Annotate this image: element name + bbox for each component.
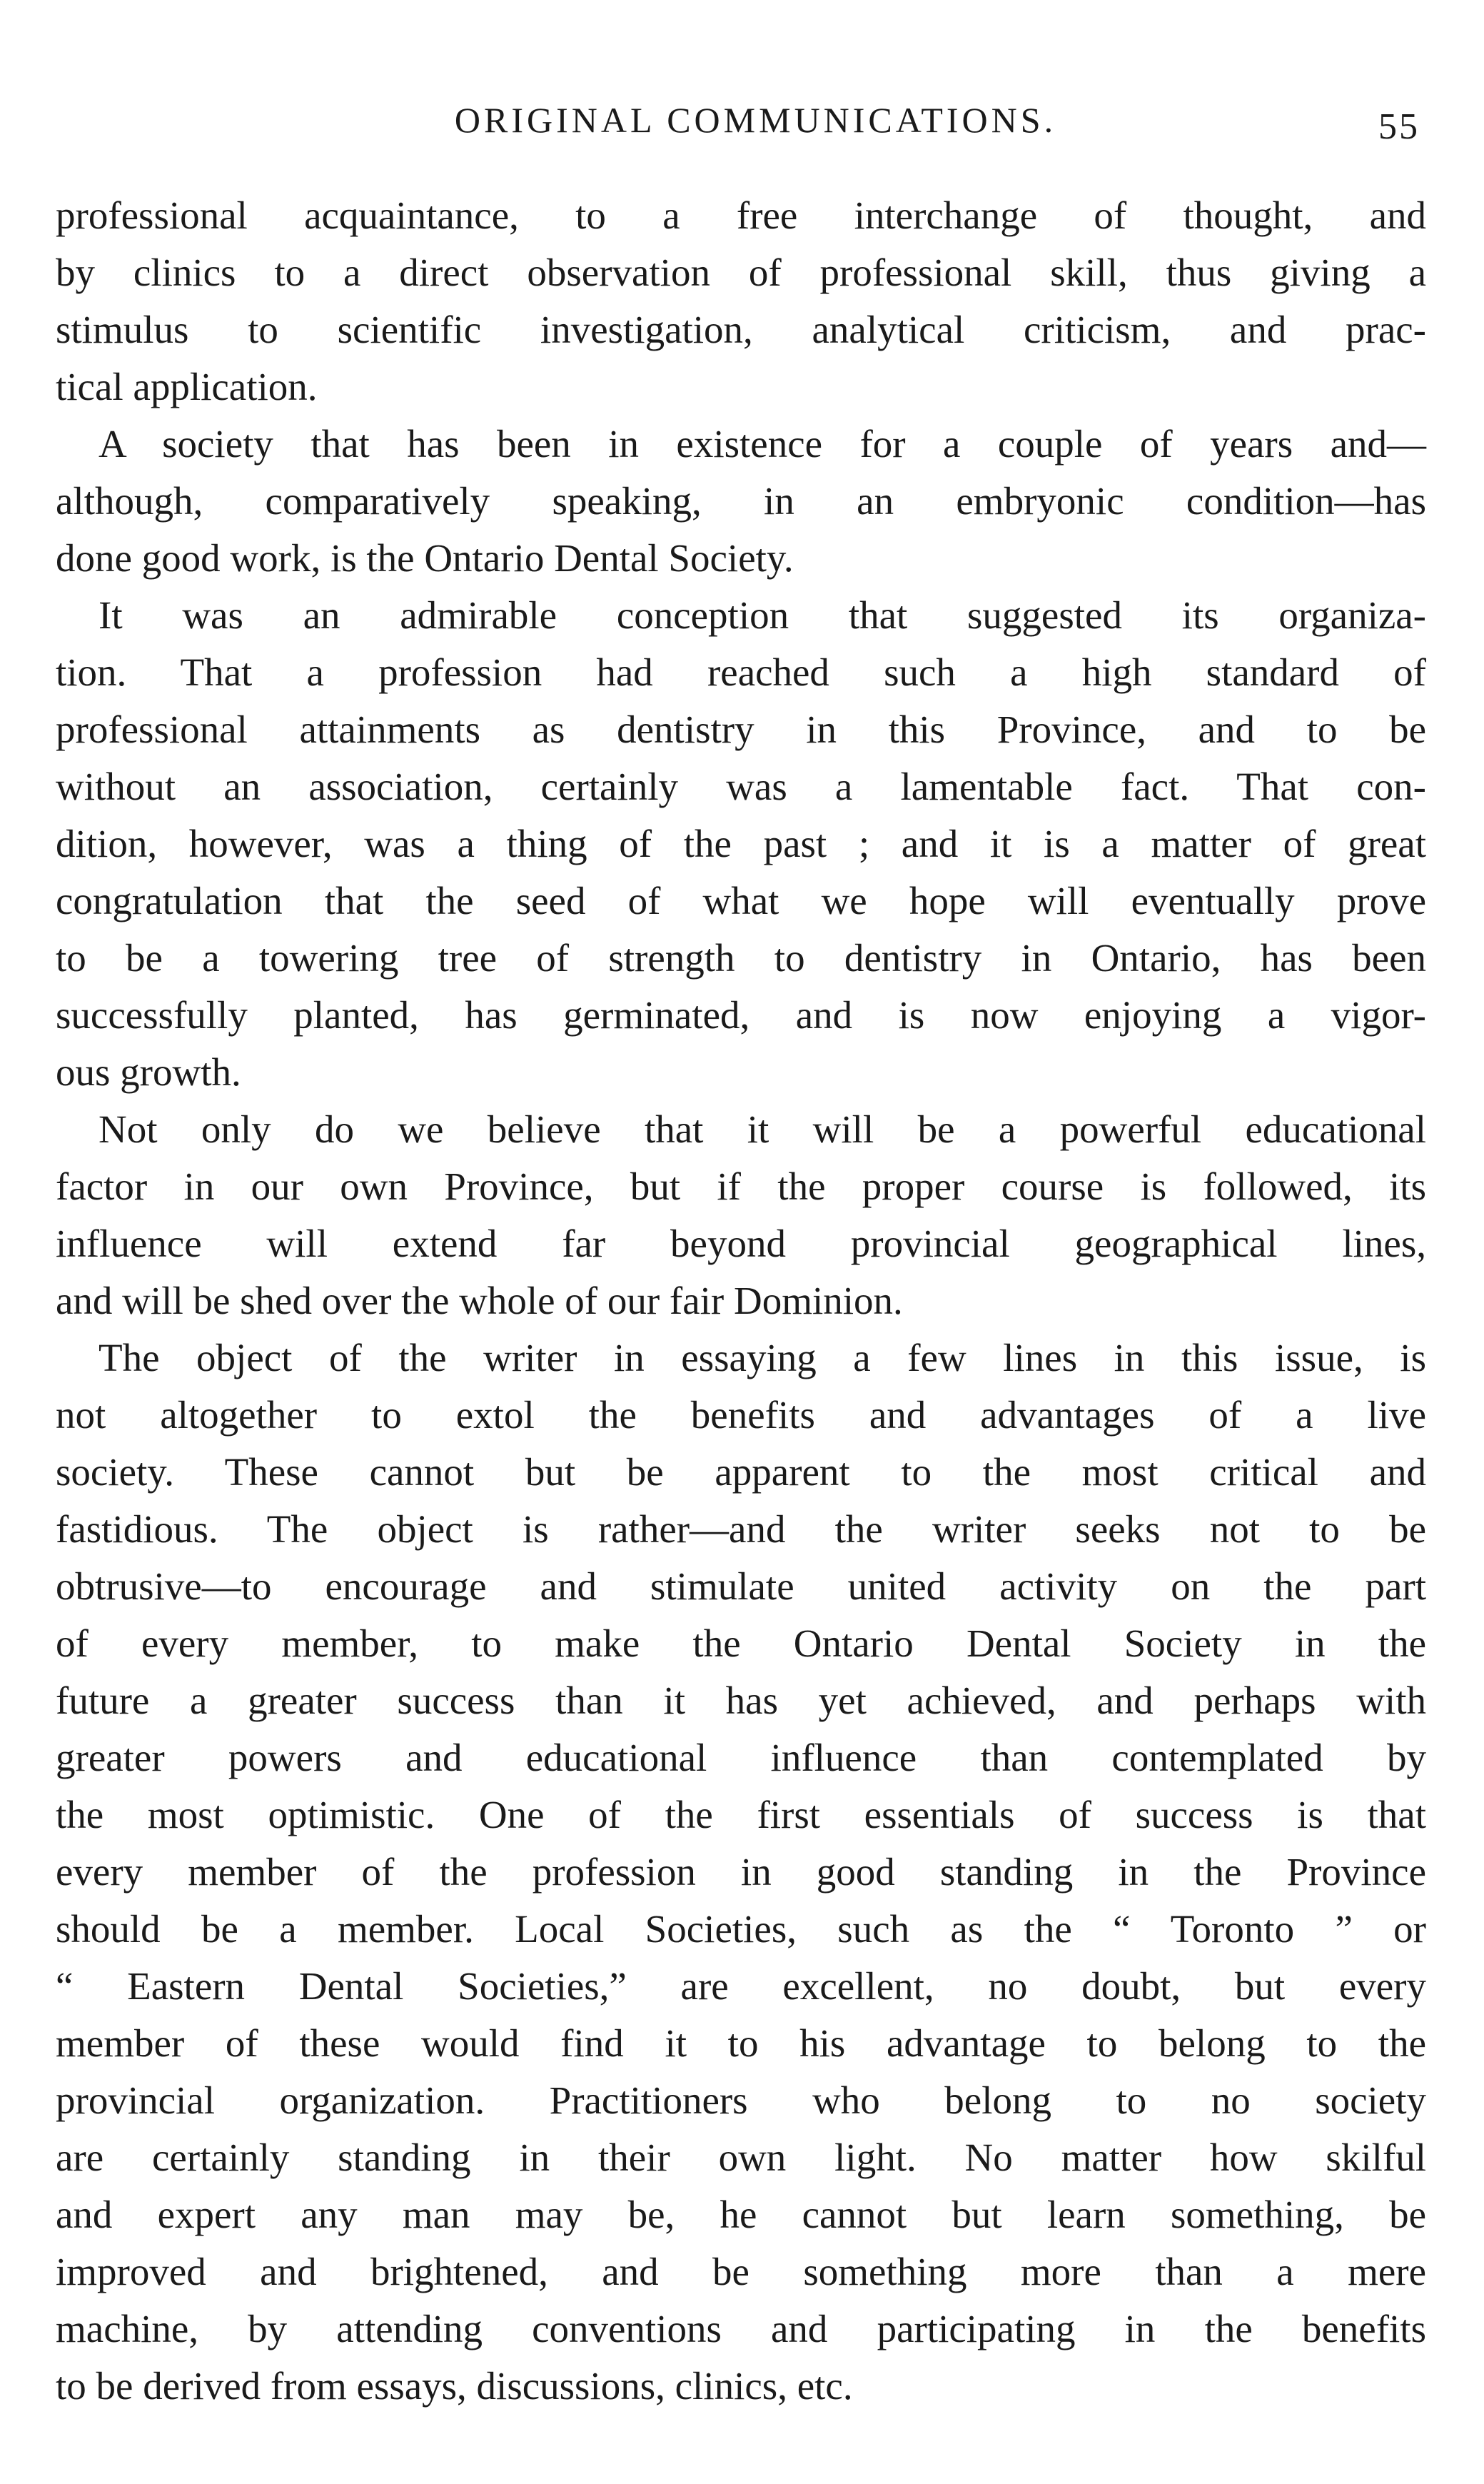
text-line: tion. That a profession had reached such a high standard of xyxy=(56,650,1426,694)
running-title: ORIGINAL COMMUNICATIONS. xyxy=(454,100,1057,140)
text-line: of every member, to make the Ontario Dental Society in the xyxy=(56,1621,1426,1665)
text-line: not altogether to extol the benefits and advantages of a live xyxy=(56,1393,1426,1437)
text-line: to be a towering tree of strength to dentistry in Ontario, has been xyxy=(56,936,1426,980)
text-line: and expert any man may be, he cannot but learn something, be xyxy=(56,2193,1426,2236)
text-line: improved and brightened, and be something more than a mere xyxy=(56,2250,1426,2293)
text-line: are certainly standing in their own light. No matter how skilful xyxy=(56,2136,1426,2179)
text-line: and will be shed over the whole of our fair Dominion. xyxy=(56,1279,903,1322)
text-line: society. These cannot but be apparent to the most critical and xyxy=(56,1450,1426,1494)
text-line: obtrusive—to encourage and stimulate united activity on the part xyxy=(56,1564,1426,1608)
text-line: professional attainments as dentistry in this Province, and to be xyxy=(56,708,1426,751)
text-line: congratulation that the seed of what we hope will eventually prove xyxy=(56,879,1426,922)
text-line: greater powers and educational influence than contemplated by xyxy=(56,1736,1426,1779)
text-line: although, comparatively speaking, in an embryonic condition—has xyxy=(56,479,1426,523)
running-head xyxy=(56,91,1427,149)
text-line: future a greater success than it has yet achieved, and perhaps with xyxy=(56,1679,1426,1722)
text-line: The object of the writer in essaying a few lines in this issue, is xyxy=(99,1336,1426,1379)
text-line: should be a member. Local Societies, such as the “ Toronto ” or xyxy=(56,1907,1426,1951)
page-number: 55 xyxy=(1378,106,1420,147)
text-line: ous growth. xyxy=(56,1050,241,1094)
text-line: tical application. xyxy=(56,365,318,408)
text-line: provincial organization. Practitioners who belong to no society xyxy=(56,2078,1426,2122)
text-line: successfully planted, has germinated, and is now enjoying a vigor- xyxy=(56,993,1426,1037)
text-line: the most optimistic. One of the first essentials of success is that xyxy=(56,1793,1426,1836)
text-line: to be derived from essays, discussions, clinics, etc. xyxy=(56,2364,853,2408)
paragraph-3 xyxy=(56,587,1426,1101)
text-line: done good work, is the Ontario Dental Society. xyxy=(56,536,794,580)
text-line: every member of the profession in good standing in the Province xyxy=(56,1850,1426,1894)
text-line: without an association, certainly was a lamentable fact. That con- xyxy=(56,765,1426,808)
paragraph-1 xyxy=(56,187,1426,416)
text-line: dition, however, was a thing of the past ; and it is a matter of great xyxy=(56,822,1426,865)
text-line: stimulus to scientific investigation, analytical criticism, and prac- xyxy=(56,308,1426,351)
text-line: factor in our own Province, but if the proper course is followed, its xyxy=(56,1165,1426,1208)
text-line: influence will extend far beyond provincial geographical lines, xyxy=(56,1222,1426,1265)
paragraph-4 xyxy=(56,1101,1426,1329)
text-line: machine, by attending conventions and participating in the benefits xyxy=(56,2307,1426,2350)
text-line: Not only do we believe that it will be a powerful educational xyxy=(99,1107,1426,1151)
text-line: A society that has been in existence for a couple of years and— xyxy=(99,422,1426,466)
text-line: “ Eastern Dental Societies,” are excellent, no doubt, but every xyxy=(56,1964,1426,2008)
text-line: It was an admirable conception that suggested its organiza- xyxy=(99,593,1426,637)
text-line: professional acquaintance, to a free interchange of thought, and xyxy=(56,193,1426,237)
text-line: by clinics to a direct observation of professional skill, thus giving a xyxy=(56,251,1426,294)
paragraph-5 xyxy=(56,1329,1426,2415)
paragraph-2 xyxy=(56,416,1426,587)
body-text xyxy=(56,187,1426,2415)
text-line: fastidious. The object is rather—and the writer seeks not to be xyxy=(56,1507,1426,1551)
text-line: member of these would find it to his advantage to belong to the xyxy=(56,2021,1426,2065)
